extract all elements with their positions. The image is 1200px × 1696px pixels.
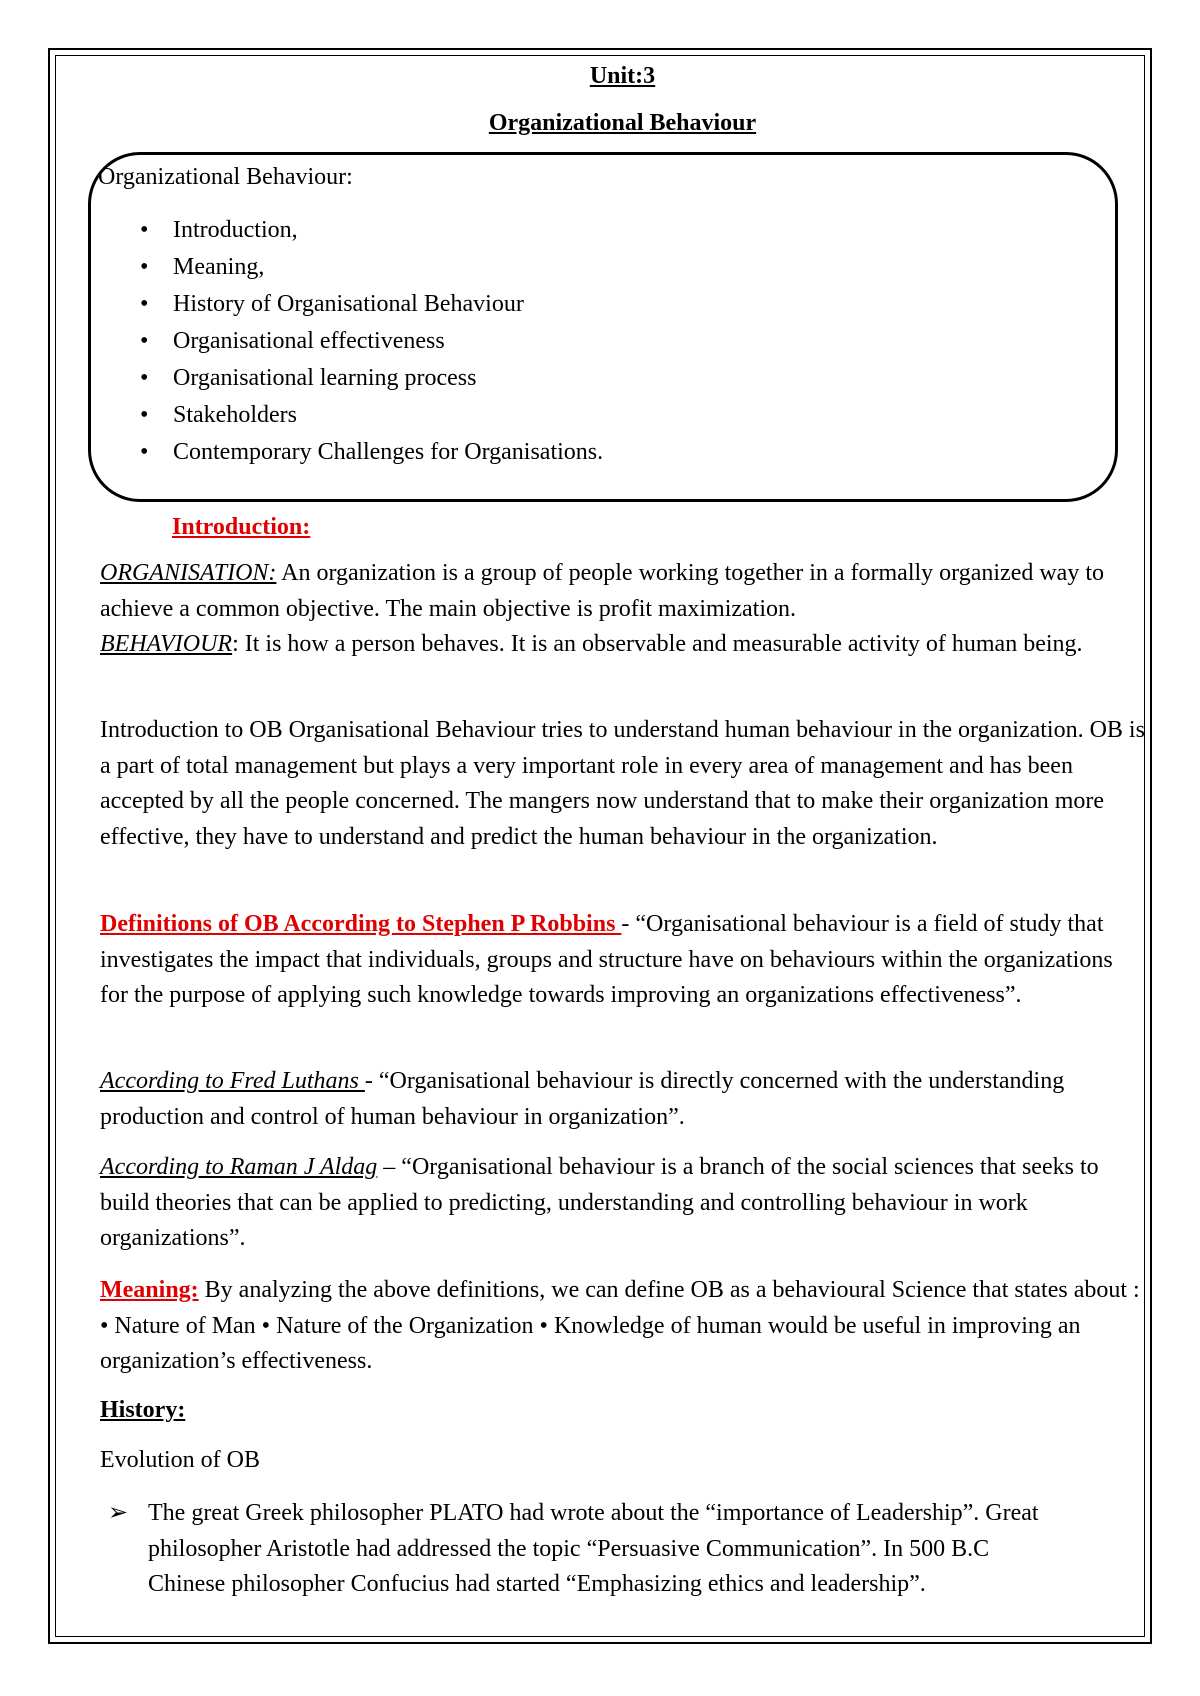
- arrow-bullet-icon: ➢: [108, 1500, 129, 1526]
- bullet-icon: •: [140, 439, 149, 465]
- bullet-icon: •: [140, 328, 149, 354]
- aldag-definition: According to Raman J Aldag – “Organisational behaviour is a branch of the social sciences that seeks to build theories that can be applied to predicting, understanding and controlling behaviour in work organizations”.: [100, 1154, 1099, 1251]
- history-heading: History:: [100, 1397, 186, 1423]
- history-point: ➢ The great Greek philosopher PLATO had wrote about the “importance of Leadership”. Great philosopher Aristotle had addressed the topic “Persuasive Communication”. In 500 B.C Chinese philosopher Confucius had started “Emphasizing ethics and leadership”.: [148, 1496, 1048, 1603]
- bullet-icon: •: [140, 217, 149, 243]
- list-item: • History of Organisational Behaviour: [140, 286, 603, 323]
- bullet-icon: •: [140, 402, 149, 428]
- page-header: [100, 56, 1145, 140]
- contents-heading: Organizational Behaviour:: [98, 164, 353, 190]
- list-item: • Contemporary Challenges for Organisations.: [140, 434, 603, 471]
- list-item: • Organisational effectiveness: [140, 323, 603, 360]
- meaning-paragraph: Meaning: By analyzing the above definitions, we can define OB as a behavioural Science that states about : • Nature of Man • Nature of the Organization • Knowledge of human would be useful in improving an organization’s effectiveness.: [100, 1277, 1140, 1374]
- evolution-subheading: Evolution of OB: [100, 1447, 260, 1473]
- list-item: • Stakeholders: [140, 397, 603, 434]
- list-item: • Introduction,: [140, 212, 603, 249]
- bullet-icon: •: [140, 365, 149, 391]
- bullet-icon: •: [140, 254, 149, 280]
- bullet-icon: •: [140, 291, 149, 317]
- behaviour-definition: BEHAVIOUR: It is how a person behaves. It is an observable and measurable activity of human being.: [100, 631, 1083, 657]
- contents-list: [140, 212, 603, 471]
- list-item: • Meaning,: [140, 249, 603, 286]
- page-title: Organizational Behaviour: [488, 110, 757, 136]
- unit-label: Unit:3: [589, 63, 656, 89]
- organisation-definition: ORGANISATION: An organization is a group of people working together in a formally organized way to achieve a common objective. The main objective is profit maximization.: [100, 560, 1105, 622]
- introduction-heading: Introduction:: [172, 514, 311, 540]
- list-item: • Organisational learning process: [140, 360, 603, 397]
- robbins-definition: Definitions of OB According to Stephen P Robbins - “Organisational behaviour is a field of study that investigates the impact that individuals, groups and structure have on behaviours within the organizations for the purpose of applying such knowledge towards improving an organizations effectiveness”.: [100, 911, 1113, 1008]
- luthans-definition: According to Fred Luthans - “Organisational behaviour is directly concerned with the understanding production and control of human behaviour in organization”.: [100, 1068, 1065, 1130]
- introduction-paragraph: Introduction to OB Organisational Behaviour tries to understand human behaviour in the organization. OB is a part of total management but plays a very important role in every area of management and has been accepted by all the people concerned. The mangers now understand that to make their organization more effective, they have to understand and predict the human behaviour in the organization.: [100, 717, 1145, 850]
